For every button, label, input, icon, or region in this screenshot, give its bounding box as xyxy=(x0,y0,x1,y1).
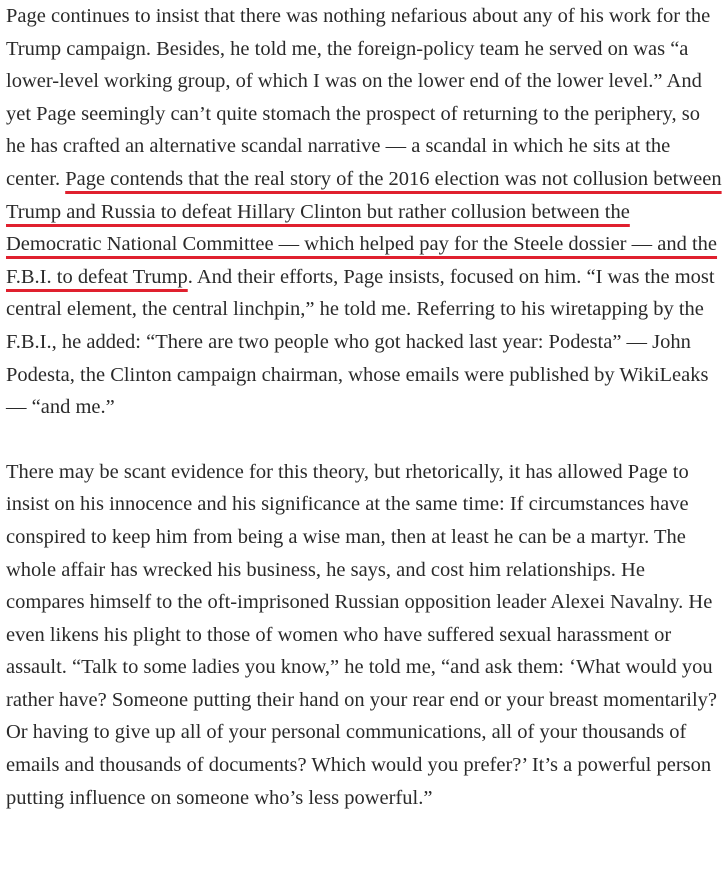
paragraph-1-text-after: . And their efforts, Page insists, focused on him. “I was the most central element, the central linchpin,” he told me. Referring to his wiretapping by the F.B.I., he added: “There are two people who got hacked last year: Podesta” — John Podesta, the Clinton campaign chairman, whose emails were published by WikiLeaks — “and me.” xyxy=(6,265,715,419)
paragraph-1-text-before: Page continues to insist that there was nothing nefarious about any of his work for the Trump campaign. Besides, he told me, the foreign-policy team he served on was “a lower-level working group, of which I was on the lower end of the lower level.” And yet Page seemingly can’t quite stomach the prospect of returning to the periphery, so he has crafted an alternative scandal narrative — a scandal in which he sits at the center. xyxy=(6,5,711,190)
paragraph-1 xyxy=(6,0,722,424)
article-body xyxy=(6,0,722,814)
paragraph-2: There may be scant evidence for this theory, but rhetorically, it has allowed Page to insist on his innocence and his significance at the same time: If circumstances have conspired to keep him from being a wise man, then at least he can be a martyr. The whole affair has wrecked his business, he says, and cost him relationships. He compares himself to the oft-imprisoned Russian opposition leader Alexei Navalny. He even likens his plight to those of women who have suffered sexual harassment or assault. “Talk to some ladies you know,” he told me, “and ask them: ‘What would you rather have? Someone putting their hand on your rear end or your breast momentarily? Or having to give up all of your personal communications, all of your thousands of emails and thousands of documents? Which would you prefer?’ It’s a powerful person putting influence on someone who’s less powerful.” xyxy=(6,460,717,809)
underlined-passage: Page contends that the real story of the 2016 election was not collusion between Trump and Russia to defeat Hillary Clinton but rather collusion between the Democratic National Committee — which helped pay for the Steele dossier — and the F.B.I. to defeat Trump xyxy=(6,167,722,288)
